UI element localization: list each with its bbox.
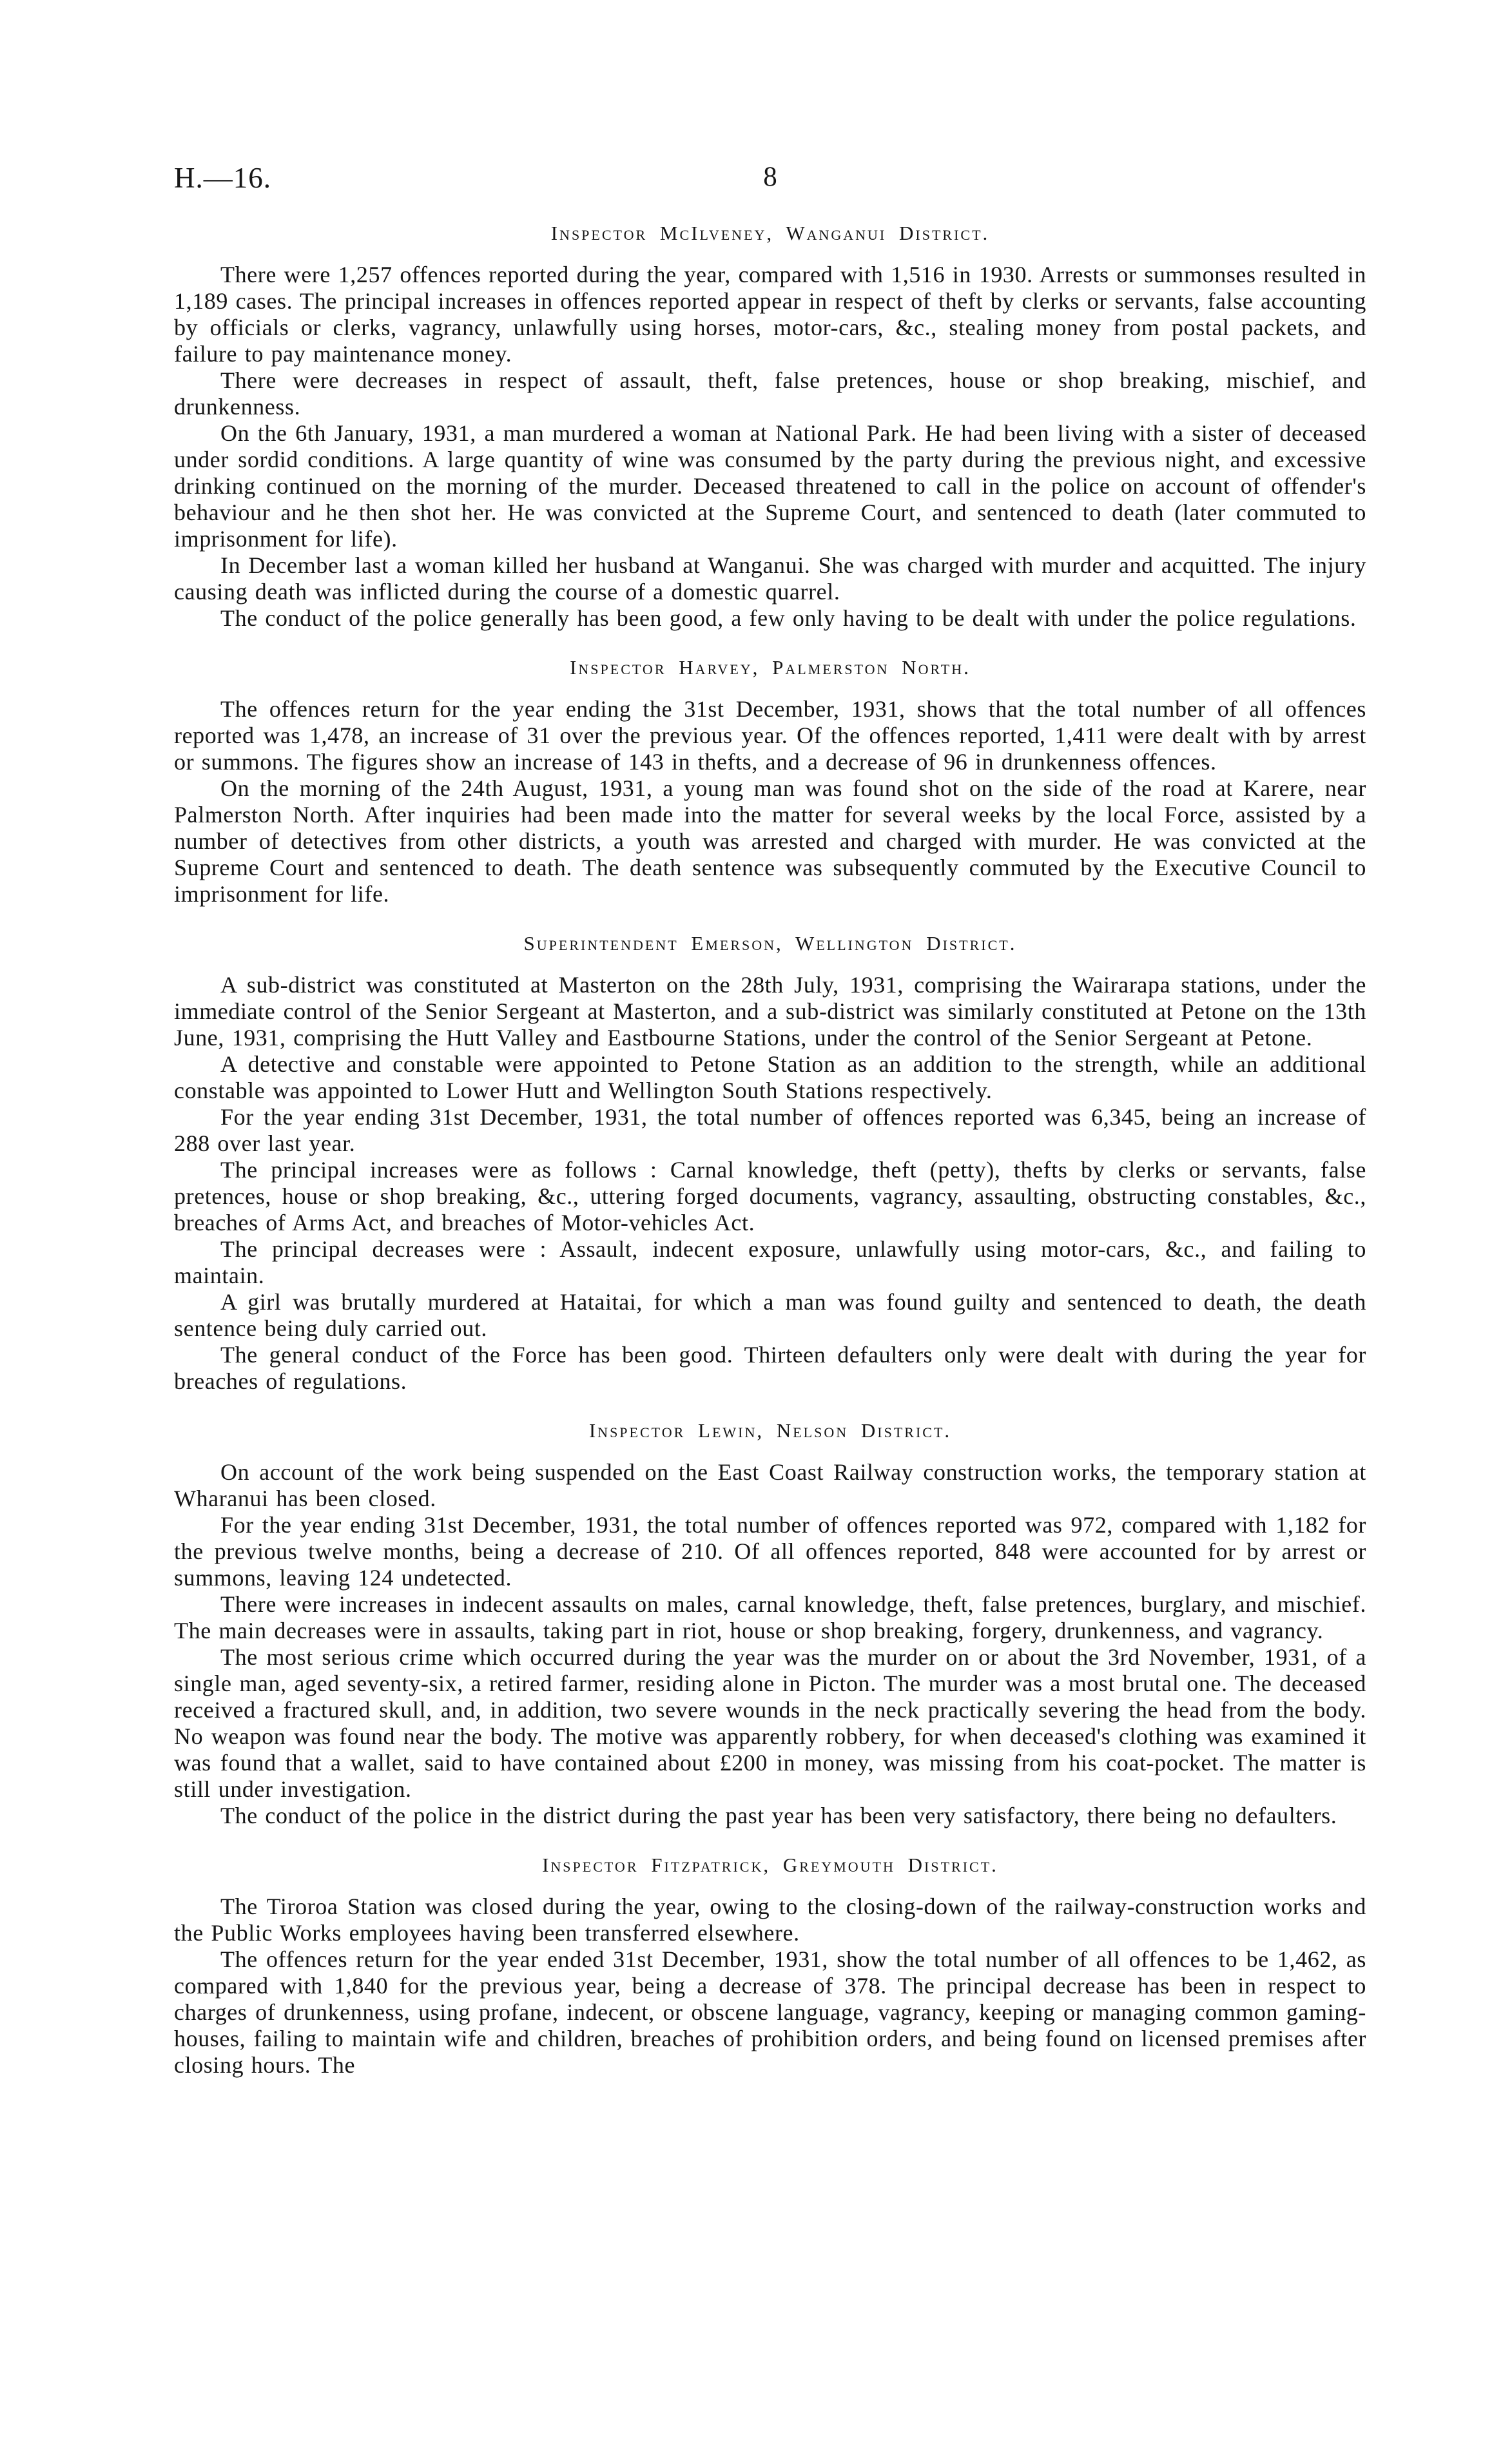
paragraph: In December last a woman killed her husband at Wanganui. She was charged with murder and acquitted. The injury causing death was inflicted during the course of a domestic quarrel. <box>174 552 1366 605</box>
section-nelson-district <box>174 1419 1366 1829</box>
paragraph: There were 1,257 offences reported during the year, compared with 1,516 in 1930. Arrests or summonses resulted in 1,189 cases. The principal increases in offences reported appear in respect of theft by clerks or servants, false accounting by officials or clerks, vagrancy, unlawfully using horses, motor-cars, &c., stealing money from postal packets, and failure to pay maintenance money. <box>174 262 1366 367</box>
paragraph: A girl was brutally murdered at Hataitai, for which a man was found guilty and sentenced to death, the death sentence being duly carried out. <box>174 1289 1366 1341</box>
document-reference: H.—16. <box>174 162 271 194</box>
page-number: 8 <box>763 162 777 192</box>
paragraph: The most serious crime which occurred during the year was the murder on or about the 3rd November, 1931, of a single man, aged seventy-six, a retired farmer, residing alone in Picton. The murder was a most brutal one. The deceased received a fractured skull, and, in addition, two severe wounds in the neck practically severing the head from the body. No weapon was found near the body. The motive was apparently robbery, for when deceased's clothing was examined it was found that a wallet, said to have contained about £200 in money, was missing from his coat-pocket. The matter is still under investigation. <box>174 1644 1366 1802</box>
paragraph: On account of the work being suspended on the East Coast Railway construction works, the temporary station at Wharanui has been closed. <box>174 1459 1366 1511</box>
paragraph: The principal increases were as follows : Carnal knowledge, theft (petty), thefts by clerks or servants, false pretences, house or shop breaking, &c., uttering forged documents, vagrancy, assaulting, obstructing constables, &c., breaches of Arms Act, and breaches of Motor-vehicles Act. <box>174 1157 1366 1236</box>
section-wanganui-district <box>174 222 1366 632</box>
paragraph: The Tiroroa Station was closed during the year, owing to the closing-down of the railway-construction works and the Public Works employees having been transferred elsewhere. <box>174 1894 1366 1946</box>
paragraph: For the year ending 31st December, 1931, the total number of offences reported was 972, compared with 1,182 for the previous twelve months, being a decrease of 210. Of all offences reported, 848 were accounted for by arrest or summons, leaving 124 undetected. <box>174 1512 1366 1591</box>
paragraph: The offences return for the year ended 31st December, 1931, show the total number of all offences to be 1,462, as compared with 1,840 for the previous year, being a decrease of 378. The principal decrease has been in respect to charges of drunkenness, using profane, indecent, or obscene language, vagrancy, keeping or managing common gaming-houses, failing to maintain wife and children, breaches of prohibition orders, and being found on licensed premises after closing hours. The <box>174 1946 1366 2078</box>
paragraph: The conduct of the police generally has been good, a few only having to be dealt with under the police regulations. <box>220 605 1357 631</box>
section-wellington-district <box>174 932 1366 1395</box>
paragraph: The principal decreases were : Assault, indecent exposure, unlawfully using motor-cars, &c., and failing to maintain. <box>174 1236 1366 1288</box>
paragraph: There were increases in indecent assaults on males, carnal knowledge, theft, false pretences, burglary, and mischief. The main decreases were in assaults, taking part in riot, house or shop breaking, forgery, drunkenness, and vagrancy. <box>174 1591 1366 1643</box>
section-palmerston-north <box>174 656 1366 907</box>
section-greymouth-district <box>174 1854 1366 2079</box>
paragraph: The offences return for the year ending the 31st December, 1931, shows that the total number of all offences reported was 1,478, an increase of 31 over the previous year. Of the offences reported, 1,411 were dealt with by arrest or summons. The figures show an increase of 143 in thefts, and a decrease of 96 in drunkenness offences. <box>174 696 1366 775</box>
section-heading-nelson: Inspector Lewin, Nelson District. <box>588 1419 952 1442</box>
paragraph: The general conduct of the Force has been good. Thirteen defaulters only were dealt with during the year for breaches of regulations. <box>174 1342 1366 1394</box>
section-heading-palmerston-north: Inspector Harvey, Palmerston North. <box>570 656 971 679</box>
paragraph: A sub-district was constituted at Masterton on the 28th July, 1931, comprising the Wairarapa stations, under the immediate control of the Senior Sergeant at Masterton, and a sub-district was similarly constituted at Petone on the 13th June, 1931, comprising the Hutt Valley and Eastbourne Stations, under the control of the Senior Sergeant at Petone. <box>174 972 1366 1051</box>
paragraph: The conduct of the police in the district during the past year has been very satisfactory, there being no defaulters. <box>220 1803 1337 1828</box>
section-heading-wellington: Superintendent Emerson, Wellington District. <box>523 932 1017 955</box>
page-header <box>174 161 1366 197</box>
paragraph: On the morning of the 24th August, 1931, a young man was found shot on the side of the road at Karere, near Palmerston North. After inquiries had been made into the matter for several weeks by the local Force, assisted by a number of detectives from other districts, a youth was arrested and charged with murder. He was convicted at the Supreme Court and sentenced to death. The death sentence was subsequently commuted by the Executive Council to imprisonment for life. <box>174 775 1366 907</box>
paragraph: A detective and constable were appointed to Petone Station as an addition to the strength, while an additional constable was appointed to Lower Hutt and Wellington South Stations respectively. <box>174 1051 1366 1103</box>
paragraph: There were decreases in respect of assault, theft, false pretences, house or shop breaking, mischief, and drunkenness. <box>174 367 1366 420</box>
section-heading-wanganui: Inspector McIlveney, Wanganui District. <box>550 222 990 244</box>
paragraph: On the 6th January, 1931, a man murdered a woman at National Park. He had been living with a sister of deceased under sordid conditions. A large quantity of wine was consumed by the party during the previous night, and excessive drinking continued on the morning of the murder. Deceased threatened to call in the police on account of offender's behaviour and he then shot her. He was convicted at the Supreme Court, and sentenced to death (later commuted to imprisonment for life). <box>174 420 1366 552</box>
paragraph: For the year ending 31st December, 1931, the total number of offences reported was 6,345, being an increase of 288 over last year. <box>174 1104 1366 1156</box>
section-heading-greymouth: Inspector Fitzpatrick, Greymouth District. <box>542 1854 998 1876</box>
